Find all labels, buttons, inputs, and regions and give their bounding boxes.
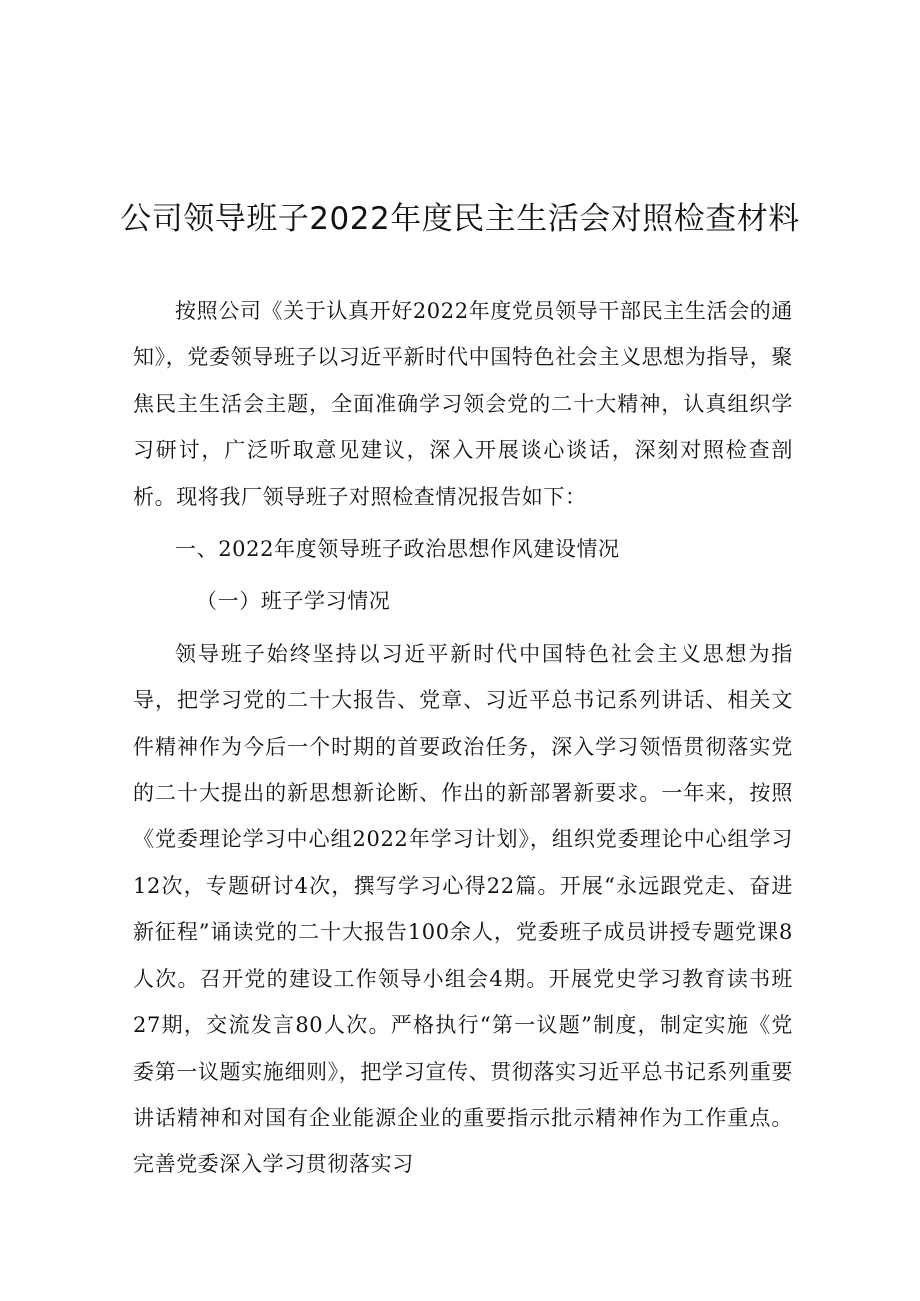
- document-title: 公司领导班子2022年度民主生活会对照检查材料: [120, 201, 800, 237]
- document-body: [133, 288, 793, 1188]
- subsection-paragraph: 领导班子始终坚持以习近平新时代中国特色社会主义思想为指导，把学习党的二十大报告、党章、习近平总书记系列讲话、相关文件精神作为今后一个时期的首要政治任务，深入学习领悟贯彻落实党的二十大提出的新思想新论断、作出的新部署新要求。一年来，按照《党委理论学习中心组2022年学习计划》，组织党委理论中心组学习12次，专题研讨4次，撰写学习心得22篇。开展“永远跟党走、奋进新征程”诵读党的二十大报告100余人，党委班子成员讲授专题党课8人次。召开党的建设工作领导小组会4期。开展党史学习教育读书班27期，交流发言80人次。严格执行“第一议题”制度，制定实施《党委第一议题实施细则》，把学习宣传、贯彻落实习近平总书记系列重要讲话精神和对国有企业能源企业的重要指示批示精神作为工作重点。完善党委深入学习贯彻落实习: [133, 641, 793, 1177]
- section-heading: 一、2022年度领导班子政治思想作风建设情况: [175, 537, 620, 562]
- subsection-heading: （一）班子学习情况: [196, 589, 391, 614]
- intro-paragraph: 按照公司《关于认真开好2022年度党员领导干部民主生活会的通知》，党委领导班子以习近平新时代中国特色社会主义思想为指导，聚焦民主生活会主题，全面准确学习领会党的二十大精神，认真组织学习研讨，广泛听取意见建议，深入开展谈心谈话，深刻对照检查剖析。现将我厂领导班子对照检查情况报告如下：: [133, 299, 793, 509]
